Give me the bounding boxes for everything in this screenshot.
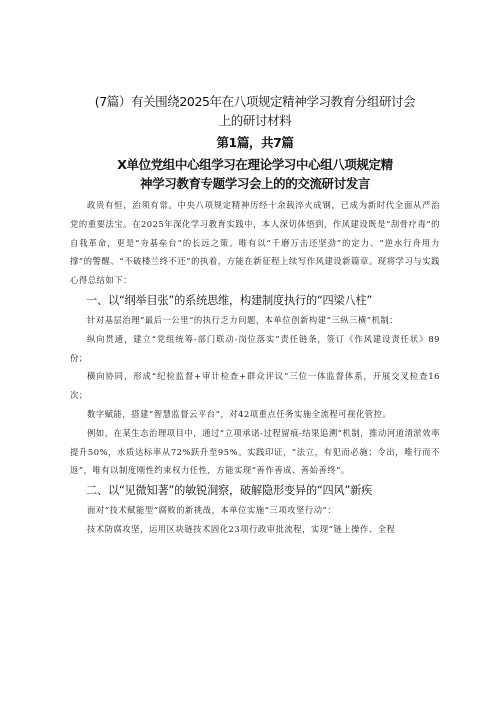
article-title-line-2: 神学习教育专题学习会上的的交流研讨发言 (140, 176, 370, 191)
section-heading-2: 二、以“见微知著”的敏锐洞察，破解隐形变异的“四风”新疾 (86, 484, 373, 498)
document-body (70, 92, 440, 539)
section2-paragraph: 面对“技术赋能型”腐败的新挑战，本单位实施“三项攻坚行动”： (87, 505, 337, 516)
article-title (70, 155, 440, 193)
section1-paragraph: 例如，在某生态治理项目中，通过“立项承诺-过程留痕-结果追溯”机制，推动河道清淤效率提升50%，水质达标率从72%跃升至95%。实践印证，“法立，有犯而必施；令出，唯行而不返”，唯有以制度刚性约束权力任性，方能实现“善作善成、善始善终”。 (70, 427, 440, 476)
document-title (70, 92, 440, 130)
title-line-2: 上的研讨材料 (218, 113, 292, 128)
document-subtitle: 第1篇，共7篇 (216, 135, 294, 150)
title-line-1: (7篇）有关围绕2025年在八项规定精神学习教育分组研讨会 (94, 94, 416, 109)
section2-paragraph: 技术防腐攻坚，运用区块链技术固化23项行政审批流程，实现“链上操作、全程 (87, 523, 396, 534)
section1-paragraph: 纵向贯通，建立“党组统筹-部门联动-岗位落实”责任链条，签订《作风建设责任状》89份； (70, 333, 440, 363)
section1-paragraph: 横向协同，形成“纪检监督+审计检查+群众评议”三位一体监督体系，开展交叉检查16次； (70, 371, 440, 401)
section1-paragraph: 数字赋能，搭建“智慧监督云平台”，对42项重点任务实施全流程可视化管控。 (87, 408, 392, 419)
article-title-line-1: X单位党组中心组学习在理论学习中心组八项规定精 (117, 157, 393, 172)
section-heading-1: 一、以“纲举目张”的系统思维，构建制度执行的“四梁八柱” (86, 293, 373, 307)
section1-paragraph: 针对基层治理“最后一公里”的执行乏力问题，本单位创新构建“三纵三横”机制： (87, 314, 399, 325)
intro-paragraph: 政贵有恒，治须有常。中央八项规定精神历经十余载淬火成钢，已成为新时代全面从严治党的重要法宝。在2025年深化学习教育实践中，本人深切体悟到，作风建设既是“刮骨疗毒”的自我革命，更是“夯基垒台”的长远之策。唯有以“千磨万击还坚劲”的定力、“逆水行舟用力撑”的警醒、“不破楼兰终不还”的执着，方能在新征程上续写作风建设新篇章。现将学习与实践心得总结如下： (70, 200, 440, 286)
